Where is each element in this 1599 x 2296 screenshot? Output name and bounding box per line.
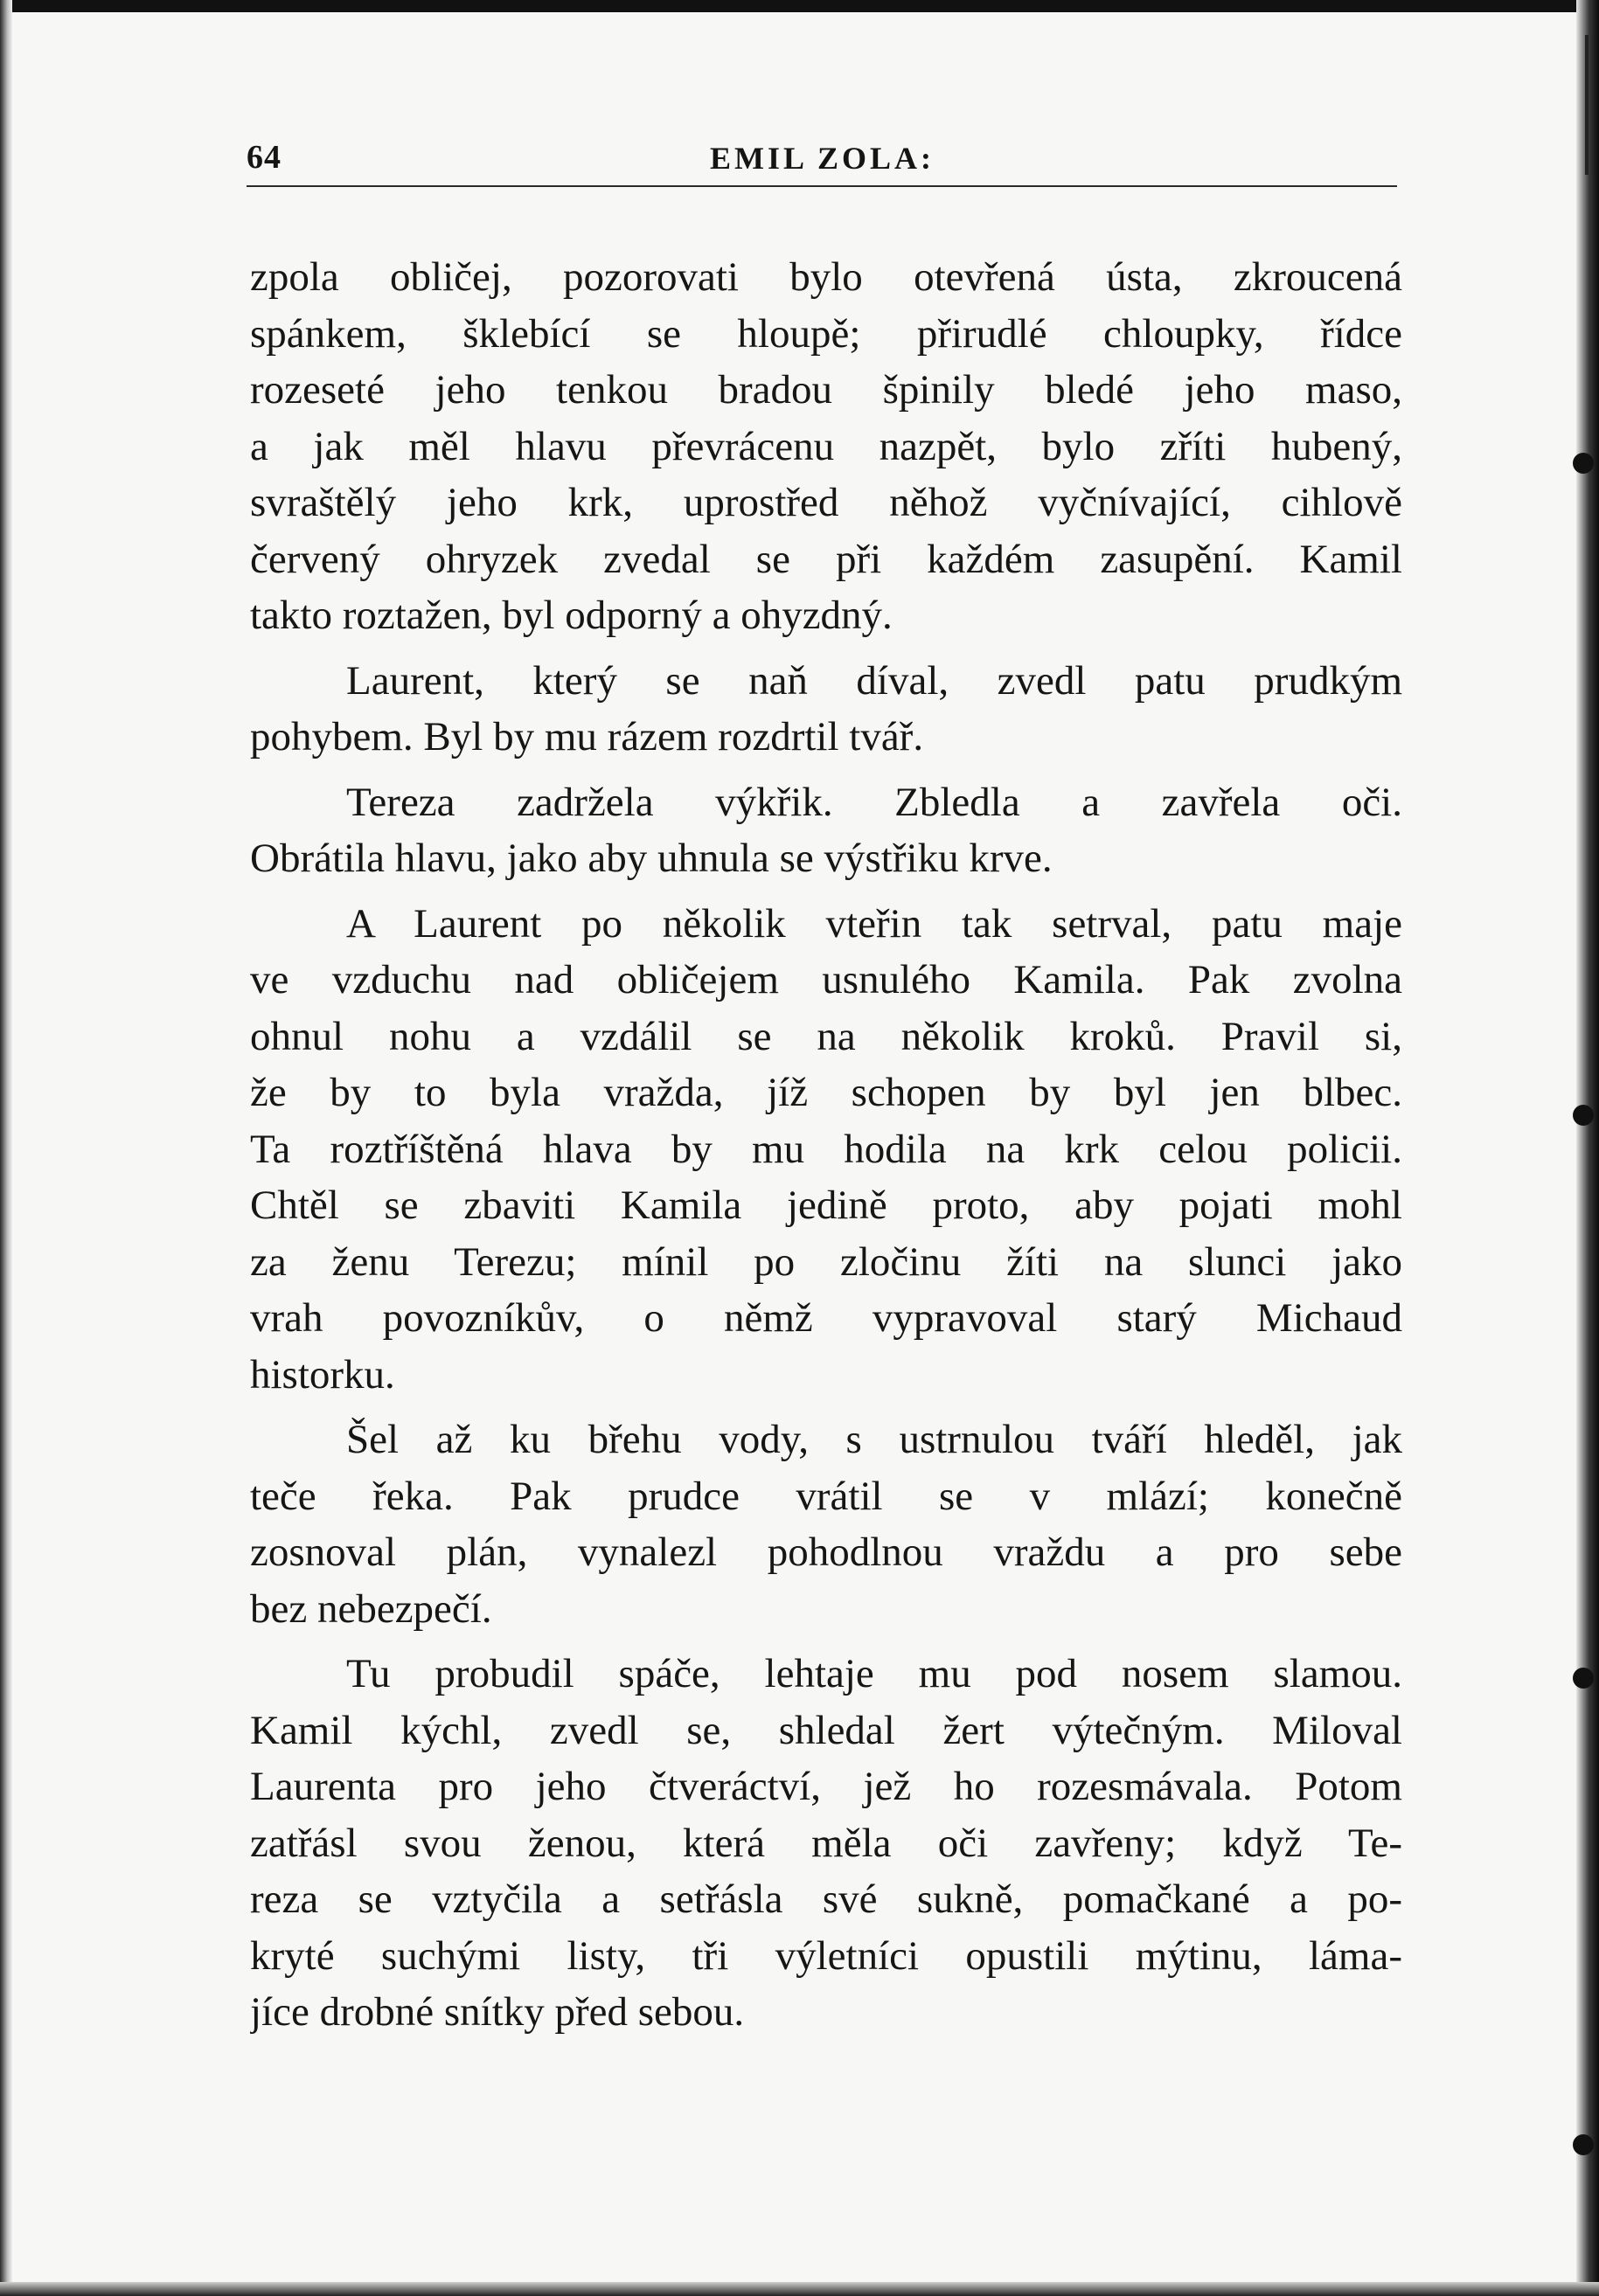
text-line: Šel až ku břehu vody, s ustrnulou tváří hleděl, jak [346, 1417, 1402, 1462]
edge-binding-line [1585, 35, 1589, 175]
page-number: 64 [247, 139, 282, 176]
paragraph [250, 774, 1402, 887]
edge-binding-mark [1573, 2134, 1594, 2155]
text-line: jíce drobné snítky před sebou. [250, 1989, 745, 2035]
text-line: za ženu Terezu; mínil po zločinu žíti na slunci jako [250, 1238, 1402, 1285]
text-line: zosnoval plán, vynalezl pohodlnou vraždu a pro sebe [250, 1530, 1402, 1575]
text-line: červený ohryzek zvedal se při každém zasupění. Kamil [250, 536, 1402, 582]
paragraph [250, 896, 1402, 1404]
paragraph [250, 653, 1402, 766]
paragraph [250, 1646, 1402, 2041]
text-line: kryté suchými listy, tři výletníci opustili mýtinu, láma- [250, 1932, 1402, 1979]
scan-bottom-edge [0, 2282, 1599, 2296]
text-line: zpola obličej, pozorovati bylo otevřená ústa, zkroucená [250, 254, 1402, 300]
text-line: Kamil kýchl, zvedl se, shledal žert výtečným. Miloval [250, 1707, 1402, 1753]
text-line: Chtěl se zbaviti Kamila jedině proto, aby pojati mohl [250, 1183, 1402, 1228]
text-line: že by to byla vražda, jíž schopen by byl jen blbec. [250, 1070, 1402, 1115]
text-line: historku. [250, 1351, 395, 1398]
text-line: A Laurent po několik vteřin tak setrval, patu maje [346, 900, 1402, 947]
header-rule [247, 185, 1397, 187]
running-head: EMIL ZOLA: [710, 141, 935, 176]
text-line: takto roztažen, byl odporný a ohyzdný. [250, 593, 893, 638]
text-line: Obrátila hlavu, jako aby uhnula se výstřiku krve. [250, 836, 1053, 881]
text-line: teče řeka. Pak prudce vrátil se v mlází; konečně [250, 1473, 1402, 1519]
body-text [250, 249, 1402, 2050]
edge-binding-mark [1573, 453, 1594, 474]
text-line: a jak měl hlavu převrácenu nazpět, bylo zříti hubený, [250, 423, 1402, 469]
scan-top-edge [0, 0, 1599, 12]
text-line: Ta roztříštěná hlava by mu hodila na krk celou policii. [250, 1126, 1402, 1172]
edge-binding-mark [1573, 1105, 1594, 1126]
text-line: Laurent, který se naň díval, zvedl patu prudkým [346, 657, 1402, 704]
page-header [247, 138, 1397, 184]
text-line: ohnul nohu a vzdálil se na několik kroků. Pravil si, [250, 1013, 1402, 1059]
text-line: ve vzduchu nad obličejem usnulého Kamila. Pak zvolna [250, 957, 1402, 1002]
text-line: Tereza zadržela výkřik. Zbledla a zavřela oči. [346, 779, 1402, 825]
text-line: svraštělý jeho krk, uprostřed něhož vyčnívající, cihlově [250, 480, 1402, 525]
text-line: reza se vztyčila a setřásla své sukně, pomačkané a po- [250, 1876, 1402, 1922]
text-line: Laurenta pro jeho čtveráctví, jež ho rozesmávala. Potom [250, 1764, 1402, 1809]
paragraph [250, 1412, 1402, 1637]
text-line: bez nebezpečí. [250, 1585, 492, 1632]
text-line: spánkem, šklebící se hloupě; přirudlé chloupky, řídce [250, 310, 1402, 357]
text-line: rozeseté jeho tenkou bradou špinily bledé jeho maso, [250, 367, 1402, 413]
scan-right-edge [1576, 0, 1599, 2296]
edge-binding-mark [1573, 1668, 1594, 1689]
text-line: Tu probudil spáče, lehtaje mu pod nosem slamou. [346, 1651, 1402, 1696]
text-line: pohybem. Byl by mu rázem rozdrtil tvář. [250, 714, 924, 760]
scan-left-edge [0, 0, 12, 2296]
paragraph [250, 249, 1402, 644]
text-line: vrah povozníkův, o němž vypravoval starý Michaud [250, 1295, 1402, 1341]
text-line: zatřásl svou ženou, která měla oči zavřeny; když Te- [250, 1820, 1402, 1866]
